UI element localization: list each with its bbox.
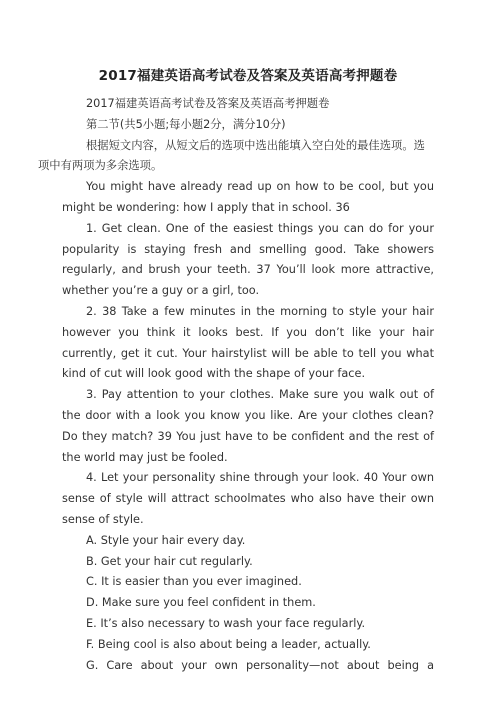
option-b: B. Get your hair cut regularly.: [86, 554, 253, 568]
option-f: F. Being cool is also about being a leader, actually.: [86, 637, 371, 651]
passage-paragraph-4: 4. Let your personality shine through your look. 40 Your own sense of style will attract schoolmates who also have their own sense of style.: [62, 471, 434, 526]
option-e: E. It’s also necessary to wash your face regularly.: [86, 616, 366, 630]
passage-paragraph-2: 2. 38 Take a few minutes in the morning to style your hair however you think it looks best. If you don’t like your hair currently, get it cut. Your hairstylist will be able to tell you what kind of cut will look good with the shape of your face.: [62, 304, 434, 381]
option-c: C. It is easier than you ever imagined.: [86, 575, 302, 589]
option-a: A. Style your hair every day.: [86, 533, 246, 547]
instruction-text: 根据短文内容，从短文后的选项中选出能填入空白处的最佳选项。选项中有两项为多余选项。: [38, 138, 425, 173]
passage-paragraph-1: 1. Get clean. One of the easiest things you can do for your popularity is staying fresh and smelling good. Take showers regularly, and brush your teeth. 37 You’ll look more attractive, whether you’re a guy or a girl, too.: [62, 221, 434, 298]
document-title: 2017福建英语高考试卷及答案及英语高考押题卷: [98, 68, 398, 84]
passage-paragraph-intro: You might have already read up on how to be cool, but you might be wondering: how I apply that in school. 36: [62, 180, 434, 214]
subtitle-line: 2017福建英语高考试卷及答案及英语高考押题卷: [86, 97, 330, 110]
section-heading: 第二节(共5小题;每小题2分，满分10分): [86, 117, 286, 131]
option-g: G. Care about your own personality—not about being a: [86, 658, 434, 672]
option-d: D. Make sure you feel confident in them.: [86, 596, 316, 610]
document-body: [38, 94, 434, 676]
passage-paragraph-3: 3. Pay attention to your clothes. Make sure you walk out of the door with a look you know you like. Are your clothes clean? Do they match? 39 You just have to be confident and the rest of the world may just be fooled.: [62, 388, 434, 464]
